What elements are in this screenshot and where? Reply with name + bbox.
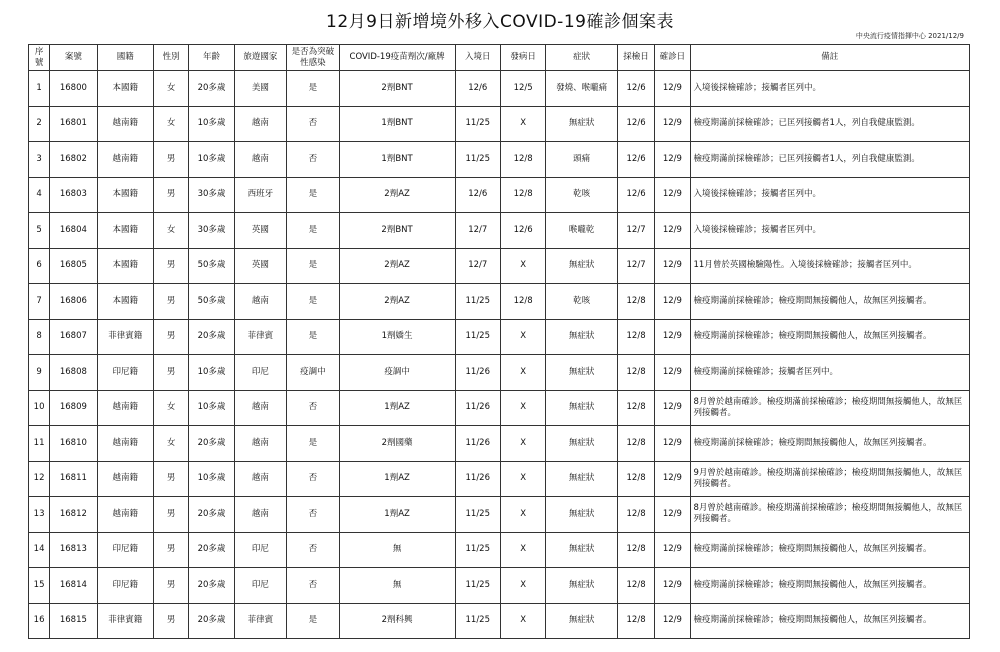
cell-symptom: 無症狀 [546, 568, 618, 604]
cell-sex: 女 [154, 71, 189, 107]
cell-nationality: 本國籍 [97, 248, 153, 284]
cell-nationality: 菲律賓籍 [97, 603, 153, 639]
cell-test: 12/8 [617, 355, 654, 391]
cell-nationality: 越南籍 [97, 461, 153, 497]
cell-test: 12/8 [617, 532, 654, 568]
cell-test: 12/8 [617, 568, 654, 604]
cell-sex: 男 [154, 142, 189, 178]
cell-sex: 男 [154, 319, 189, 355]
cell-diagnosis: 12/9 [655, 142, 690, 178]
cell-diagnosis: 12/9 [655, 106, 690, 142]
cell-age: 30多歲 [189, 213, 234, 249]
cell-entry: 11/25 [455, 568, 500, 604]
cell-age: 20多歲 [189, 603, 234, 639]
cell-breakthrough: 否 [287, 532, 339, 568]
col-header-note: 備註 [690, 45, 969, 71]
cell-entry: 12/6 [455, 71, 500, 107]
cell-note: 入境後採檢確診；接觸者匡列中。 [690, 177, 969, 213]
cell-case: 16810 [50, 426, 97, 462]
table-row [29, 248, 970, 284]
cell-vaccine: 1劑嬌生 [339, 319, 455, 355]
cell-entry: 11/26 [455, 355, 500, 391]
cell-diagnosis: 12/9 [655, 71, 690, 107]
col-header-symptom: 症狀 [546, 45, 618, 71]
cell-vaccine: 2劑BNT [339, 71, 455, 107]
table-row [29, 532, 970, 568]
cell-travel: 西班牙 [234, 177, 286, 213]
cell-seq: 7 [29, 284, 50, 320]
cell-diagnosis: 12/9 [655, 355, 690, 391]
cell-onset: X [500, 319, 545, 355]
cell-breakthrough: 是 [287, 71, 339, 107]
cell-symptom: 無症狀 [546, 248, 618, 284]
cell-seq: 1 [29, 71, 50, 107]
cell-nationality: 越南籍 [97, 142, 153, 178]
cell-seq: 11 [29, 426, 50, 462]
table-row [29, 106, 970, 142]
cell-vaccine: 1劑AZ [339, 461, 455, 497]
cell-note: 檢疫期滿前採檢確診；已匡列接觸者1人，列自我健康監測。 [690, 106, 969, 142]
cell-symptom: 乾咳 [546, 284, 618, 320]
cell-entry: 12/6 [455, 177, 500, 213]
cell-seq: 10 [29, 390, 50, 426]
cell-note: 檢疫期滿前採檢確診；接觸者匡列中。 [690, 355, 969, 391]
table-row [29, 568, 970, 604]
cell-age: 10多歲 [189, 355, 234, 391]
cell-age: 10多歲 [189, 106, 234, 142]
cell-onset: X [500, 603, 545, 639]
cell-seq: 16 [29, 603, 50, 639]
cell-note: 9月曾於越南確診。檢疫期滿前採檢確診；檢疫期間無接觸他人，故無匡列接觸者。 [690, 461, 969, 497]
cell-breakthrough: 疫調中 [287, 355, 339, 391]
cell-case: 16805 [50, 248, 97, 284]
cell-seq: 14 [29, 532, 50, 568]
cell-test: 12/8 [617, 603, 654, 639]
cell-diagnosis: 12/9 [655, 461, 690, 497]
cell-travel: 印尼 [234, 568, 286, 604]
cell-onset: 12/8 [500, 177, 545, 213]
cell-note: 檢疫期滿前採檢確診；檢疫期間無接觸他人，故無匡列接觸者。 [690, 603, 969, 639]
cell-diagnosis: 12/9 [655, 319, 690, 355]
cell-diagnosis: 12/9 [655, 603, 690, 639]
cell-symptom: 無症狀 [546, 532, 618, 568]
cell-vaccine: 疫調中 [339, 355, 455, 391]
cell-breakthrough: 否 [287, 106, 339, 142]
table-row [29, 497, 970, 533]
cell-sex: 男 [154, 177, 189, 213]
cell-vaccine: 2劑科興 [339, 603, 455, 639]
cell-vaccine: 1劑BNT [339, 106, 455, 142]
cell-case: 16808 [50, 355, 97, 391]
cell-note: 8月曾於越南確診。檢疫期滿前採檢確診；檢疫期間無接觸他人，故無匡列接觸者。 [690, 390, 969, 426]
cell-seq: 6 [29, 248, 50, 284]
cell-onset: X [500, 426, 545, 462]
cell-test: 12/7 [617, 248, 654, 284]
case-table [28, 44, 970, 639]
cell-sex: 男 [154, 497, 189, 533]
cell-case: 16812 [50, 497, 97, 533]
cell-symptom: 無症狀 [546, 319, 618, 355]
cell-vaccine: 1劑AZ [339, 497, 455, 533]
cell-seq: 12 [29, 461, 50, 497]
cell-symptom: 無症狀 [546, 355, 618, 391]
col-header-sex: 性別 [154, 45, 189, 71]
cell-entry: 11/25 [455, 106, 500, 142]
cell-age: 10多歲 [189, 461, 234, 497]
cell-travel: 英國 [234, 248, 286, 284]
cell-nationality: 越南籍 [97, 497, 153, 533]
cell-breakthrough: 是 [287, 177, 339, 213]
cell-nationality: 本國籍 [97, 177, 153, 213]
cell-sex: 女 [154, 426, 189, 462]
table-row [29, 461, 970, 497]
cell-travel: 越南 [234, 284, 286, 320]
cell-nationality: 本國籍 [97, 213, 153, 249]
cell-breakthrough: 否 [287, 497, 339, 533]
cell-case: 16804 [50, 213, 97, 249]
col-header-seq: 序號 [29, 45, 50, 71]
cell-test: 12/8 [617, 461, 654, 497]
cell-onset: 12/6 [500, 213, 545, 249]
cell-travel: 菲律賓 [234, 603, 286, 639]
cell-nationality: 越南籍 [97, 390, 153, 426]
cell-age: 20多歲 [189, 426, 234, 462]
cell-vaccine: 2劑國藥 [339, 426, 455, 462]
cell-seq: 3 [29, 142, 50, 178]
col-header-nationality: 國籍 [97, 45, 153, 71]
cell-note: 檢疫期滿前採檢確診；已匡列接觸者1人，列自我健康監測。 [690, 142, 969, 178]
cell-diagnosis: 12/9 [655, 177, 690, 213]
table-row [29, 319, 970, 355]
cell-nationality: 本國籍 [97, 284, 153, 320]
cell-breakthrough: 是 [287, 284, 339, 320]
cell-sex: 男 [154, 603, 189, 639]
col-header-onset: 發病日 [500, 45, 545, 71]
cell-age: 10多歲 [189, 390, 234, 426]
cell-nationality: 印尼籍 [97, 568, 153, 604]
cell-seq: 4 [29, 177, 50, 213]
cell-symptom: 頭痛 [546, 142, 618, 178]
col-header-vaccine: COVID-19疫苗劑次/廠牌 [339, 45, 455, 71]
cell-note: 檢疫期滿前採檢確診；檢疫期間無接觸他人，故無匡列接觸者。 [690, 284, 969, 320]
cell-diagnosis: 12/9 [655, 213, 690, 249]
cell-note: 11月曾於英國檢驗陽性。入境後採檢確診；接觸者匡列中。 [690, 248, 969, 284]
cell-case: 16803 [50, 177, 97, 213]
table-row [29, 177, 970, 213]
cell-entry: 11/25 [455, 319, 500, 355]
cell-note: 檢疫期滿前採檢確診；檢疫期間無接觸他人，故無匡列接觸者。 [690, 568, 969, 604]
page-title: 12月9日新增境外移入COVID-19確診個案表 [326, 12, 674, 32]
cell-entry: 11/25 [455, 532, 500, 568]
cell-onset: 12/8 [500, 284, 545, 320]
cell-symptom: 無症狀 [546, 461, 618, 497]
cell-test: 12/8 [617, 319, 654, 355]
cell-breakthrough: 否 [287, 568, 339, 604]
cell-age: 10多歲 [189, 142, 234, 178]
col-header-case: 案號 [50, 45, 97, 71]
cell-seq: 13 [29, 497, 50, 533]
cell-entry: 11/25 [455, 497, 500, 533]
cell-note: 檢疫期滿前採檢確診；檢疫期間無接觸他人，故無匡列接觸者。 [690, 532, 969, 568]
cell-diagnosis: 12/9 [655, 390, 690, 426]
cell-age: 50多歲 [189, 284, 234, 320]
cell-case: 16806 [50, 284, 97, 320]
cell-vaccine: 無 [339, 532, 455, 568]
cell-sex: 女 [154, 106, 189, 142]
cell-onset: X [500, 106, 545, 142]
cell-nationality: 印尼籍 [97, 532, 153, 568]
cell-entry: 11/26 [455, 426, 500, 462]
cell-entry: 11/25 [455, 142, 500, 178]
cell-age: 20多歲 [189, 71, 234, 107]
cell-sex: 男 [154, 248, 189, 284]
cell-symptom: 無症狀 [546, 603, 618, 639]
cell-nationality: 印尼籍 [97, 355, 153, 391]
cell-onset: X [500, 461, 545, 497]
cell-entry: 11/26 [455, 390, 500, 426]
cell-onset: X [500, 497, 545, 533]
cell-breakthrough: 是 [287, 603, 339, 639]
cell-onset: 12/5 [500, 71, 545, 107]
table-row [29, 284, 970, 320]
cell-seq: 15 [29, 568, 50, 604]
cell-nationality: 越南籍 [97, 106, 153, 142]
cell-breakthrough: 否 [287, 142, 339, 178]
cell-travel: 越南 [234, 426, 286, 462]
cell-case: 16815 [50, 603, 97, 639]
cell-sex: 女 [154, 213, 189, 249]
cell-case: 16813 [50, 532, 97, 568]
cell-case: 16814 [50, 568, 97, 604]
cell-case: 16807 [50, 319, 97, 355]
cell-travel: 印尼 [234, 355, 286, 391]
cell-note: 檢疫期滿前採檢確診；檢疫期間無接觸他人，故無匡列接觸者。 [690, 319, 969, 355]
cell-onset: X [500, 390, 545, 426]
table-row [29, 71, 970, 107]
cell-breakthrough: 否 [287, 461, 339, 497]
cell-test: 12/8 [617, 426, 654, 462]
cell-entry: 11/25 [455, 603, 500, 639]
cell-age: 20多歲 [189, 568, 234, 604]
cell-symptom: 無症狀 [546, 426, 618, 462]
cell-nationality: 本國籍 [97, 71, 153, 107]
cell-age: 20多歲 [189, 532, 234, 568]
cell-case: 16809 [50, 390, 97, 426]
cell-breakthrough: 是 [287, 319, 339, 355]
cell-breakthrough: 是 [287, 213, 339, 249]
cell-vaccine: 無 [339, 568, 455, 604]
cell-age: 20多歲 [189, 319, 234, 355]
cell-entry: 11/26 [455, 461, 500, 497]
table-row [29, 603, 970, 639]
cell-travel: 越南 [234, 497, 286, 533]
cell-seq: 9 [29, 355, 50, 391]
cell-note: 8月曾於越南確診。檢疫期滿前採檢確診；檢疫期間無接觸他人，故無匡列接觸者。 [690, 497, 969, 533]
cell-test: 12/8 [617, 497, 654, 533]
cell-onset: X [500, 568, 545, 604]
cell-nationality: 越南籍 [97, 426, 153, 462]
cell-symptom: 無症狀 [546, 390, 618, 426]
cell-breakthrough: 是 [287, 248, 339, 284]
source-label: 中央流行疫情指揮中心 2021/12/9 [855, 32, 964, 40]
cell-travel: 越南 [234, 106, 286, 142]
col-header-entry: 入境日 [455, 45, 500, 71]
col-header-test: 採檢日 [617, 45, 654, 71]
cell-sex: 女 [154, 390, 189, 426]
cell-symptom: 無症狀 [546, 497, 618, 533]
cell-age: 30多歲 [189, 177, 234, 213]
cell-note: 入境後採檢確診；接觸者匡列中。 [690, 213, 969, 249]
cell-test: 12/8 [617, 284, 654, 320]
cell-test: 12/6 [617, 106, 654, 142]
cell-diagnosis: 12/9 [655, 532, 690, 568]
cell-sex: 男 [154, 284, 189, 320]
cell-symptom: 無症狀 [546, 106, 618, 142]
cell-sex: 男 [154, 568, 189, 604]
cell-breakthrough: 是 [287, 426, 339, 462]
cell-vaccine: 2劑AZ [339, 248, 455, 284]
table-row [29, 355, 970, 391]
cell-test: 12/6 [617, 177, 654, 213]
cell-travel: 菲律賓 [234, 319, 286, 355]
cell-test: 12/6 [617, 142, 654, 178]
cell-entry: 12/7 [455, 213, 500, 249]
cell-case: 16800 [50, 71, 97, 107]
cell-diagnosis: 12/9 [655, 497, 690, 533]
cell-seq: 2 [29, 106, 50, 142]
table-row [29, 426, 970, 462]
cell-symptom: 喉嚨乾 [546, 213, 618, 249]
cell-vaccine: 2劑BNT [339, 213, 455, 249]
cell-vaccine: 1劑BNT [339, 142, 455, 178]
cell-vaccine: 2劑AZ [339, 284, 455, 320]
cell-seq: 5 [29, 213, 50, 249]
cell-diagnosis: 12/9 [655, 284, 690, 320]
cell-travel: 印尼 [234, 532, 286, 568]
cell-test: 12/7 [617, 213, 654, 249]
cell-case: 16801 [50, 106, 97, 142]
cell-vaccine: 2劑AZ [339, 177, 455, 213]
col-header-age: 年齡 [189, 45, 234, 71]
cell-case: 16802 [50, 142, 97, 178]
col-header-travel: 旅遊國家 [234, 45, 286, 71]
cell-travel: 越南 [234, 461, 286, 497]
cell-test: 12/6 [617, 71, 654, 107]
table-row [29, 142, 970, 178]
cell-sex: 男 [154, 532, 189, 568]
cell-travel: 英國 [234, 213, 286, 249]
cell-onset: X [500, 355, 545, 391]
cell-age: 50多歲 [189, 248, 234, 284]
col-header-diagnosis: 確診日 [655, 45, 690, 71]
header-row [29, 45, 970, 71]
cell-onset: X [500, 248, 545, 284]
cell-travel: 越南 [234, 390, 286, 426]
cell-seq: 8 [29, 319, 50, 355]
table-row [29, 390, 970, 426]
cell-diagnosis: 12/9 [655, 568, 690, 604]
cell-nationality: 菲律賓籍 [97, 319, 153, 355]
cell-travel: 越南 [234, 142, 286, 178]
cell-test: 12/8 [617, 390, 654, 426]
cell-case: 16811 [50, 461, 97, 497]
cell-sex: 男 [154, 461, 189, 497]
cell-entry: 11/25 [455, 284, 500, 320]
cell-diagnosis: 12/9 [655, 426, 690, 462]
cell-sex: 男 [154, 355, 189, 391]
cell-onset: X [500, 532, 545, 568]
cell-diagnosis: 12/9 [655, 248, 690, 284]
cell-vaccine: 1劑AZ [339, 390, 455, 426]
col-header-breakthrough: 是否為突破性感染 [287, 45, 339, 71]
cell-age: 20多歲 [189, 497, 234, 533]
cell-onset: 12/8 [500, 142, 545, 178]
cell-travel: 美國 [234, 71, 286, 107]
cell-entry: 12/7 [455, 248, 500, 284]
cell-note: 入境後採檢確診；接觸者匡列中。 [690, 71, 969, 107]
table-row [29, 213, 970, 249]
cell-note: 檢疫期滿前採檢確診；檢疫期間無接觸他人，故無匡列接觸者。 [690, 426, 969, 462]
cell-symptom: 發燒、喉嚨痛 [546, 71, 618, 107]
cell-breakthrough: 否 [287, 390, 339, 426]
cell-symptom: 乾咳 [546, 177, 618, 213]
